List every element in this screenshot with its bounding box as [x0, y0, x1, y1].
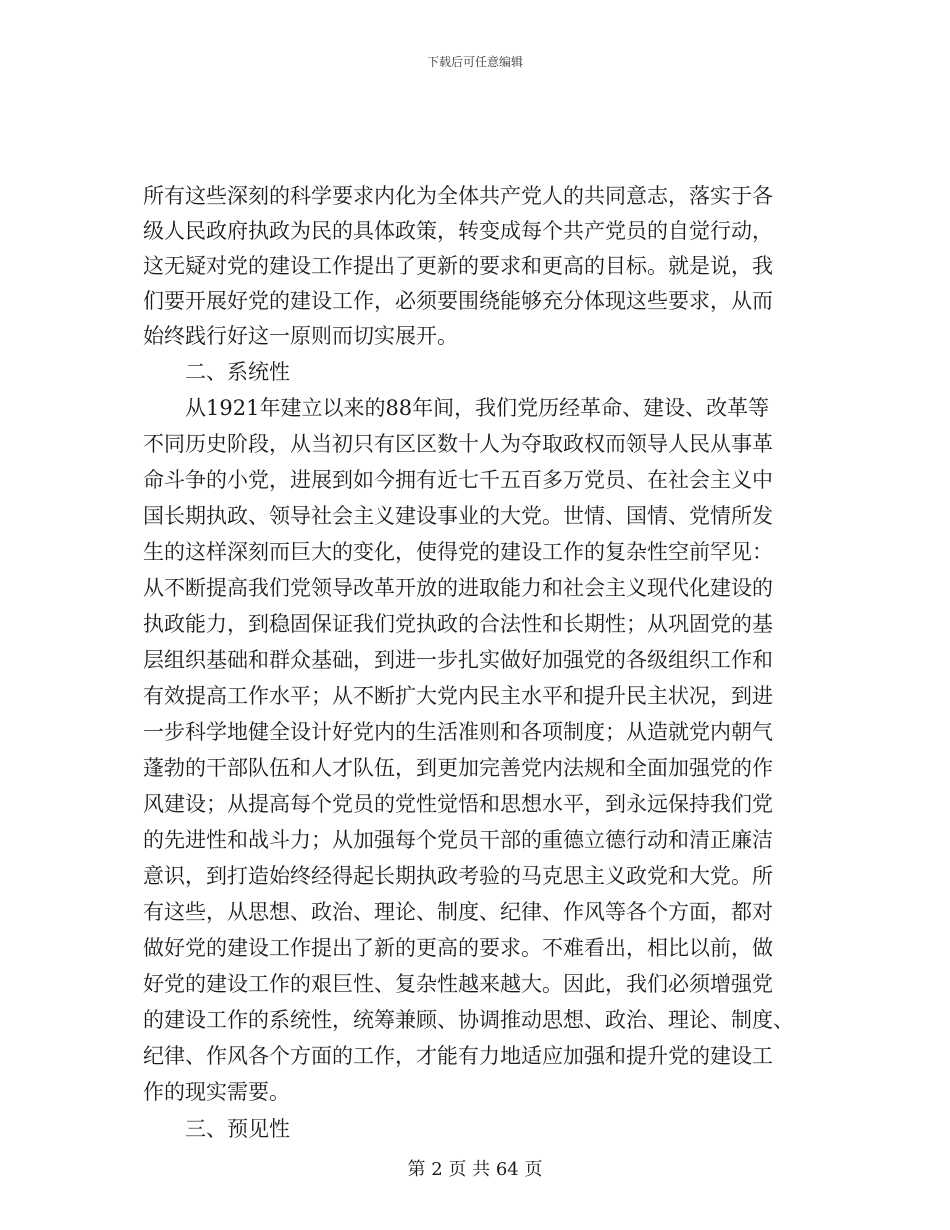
text-line: 始终践行好这一原则而切实展开。 — [143, 324, 458, 348]
text-line: 的建设工作的系统性，统筹兼顾、协调推动思想、政治、理论、制度、 — [143, 1008, 794, 1032]
text-line: 执政能力，到稳固保证我们党执政的合法性和长期性；从巩固党的基 — [143, 612, 773, 636]
text-line: 一步科学地健全设计好党内的生活准则和各项制度；从造就党内朝气 — [143, 720, 773, 744]
text-line: 纪律、作风各个方面的工作，才能有力地适应加强和提升党的建设工 — [143, 1044, 773, 1068]
text-line: 意识，到打造始终经得起长期执政考验的马克思主义政党和大党。所 — [143, 864, 773, 888]
text-line: 做好党的建设工作提出了新的更高的要求。不难看出，相比以前，做 — [143, 936, 773, 960]
text-line: 蓬勃的干部队伍和人才队伍，到更加完善党内法规和全面加强党的作 — [143, 756, 773, 780]
text-line: 有这些，从思想、政治、理论、制度、纪律、作风等各个方面，都对 — [143, 900, 773, 924]
text-line: 国长期执政、领导社会主义建设事业的大党。世情、国情、党情所发 — [143, 504, 773, 528]
text-line: 好党的建设工作的艰巨性、复杂性越来越大。因此，我们必须增强党 — [143, 972, 773, 996]
text-line: 风建设；从提高每个党员的党性觉悟和思想水平，到永远保持我们党 — [143, 792, 773, 816]
text-line: 的先进性和战斗力；从加强每个党员干部的重德立德行动和清正廉洁 — [143, 828, 773, 852]
text-line: 级人民政府执政为民的具体政策，转变成每个共产党员的自觉行动， — [143, 219, 773, 243]
text-line: 所有这些深刻的科学要求内化为全体共产党人的共同意志，落实于各 — [143, 184, 773, 208]
text-line: 生的这样深刻而巨大的变化，使得党的建设工作的复杂性空前罕见： — [143, 540, 773, 564]
section-heading: 二、系统性 — [185, 360, 290, 384]
section-heading: 三、预见性 — [185, 1117, 290, 1141]
text-line: 这无疑对党的建设工作提出了更新的要求和更高的目标。就是说，我 — [143, 254, 773, 278]
page-footer: 第 2 页 共 64 页 — [407, 1159, 543, 1180]
text-line: 有效提高工作水平；从不断扩大党内民主水平和提升民主状况，到进 — [143, 684, 773, 708]
text-line: 层组织基础和群众基础，到进一步扎实做好加强党的各级组织工作和 — [143, 648, 773, 672]
text-line: 们要开展好党的建设工作，必须要围绕能够充分体现这些要求，从而 — [143, 289, 773, 313]
text-line: 作的现实需要。 — [143, 1080, 290, 1104]
text-line: 不同历史阶段，从当初只有区区数十人为夺取政权而领导人民从事革 — [143, 432, 773, 456]
text-line: 从不断提高我们党领导改革开放的进取能力和社会主义现代化建设的 — [143, 576, 773, 600]
page-header: 下载后可任意编辑 — [426, 55, 523, 69]
text-line: 从1921年建立以来的88年间，我们党历经革命、建设、改革等 — [185, 396, 770, 420]
text-line: 命斗争的小党，进展到如今拥有近七千五百多万党员、在社会主义中 — [143, 468, 773, 492]
